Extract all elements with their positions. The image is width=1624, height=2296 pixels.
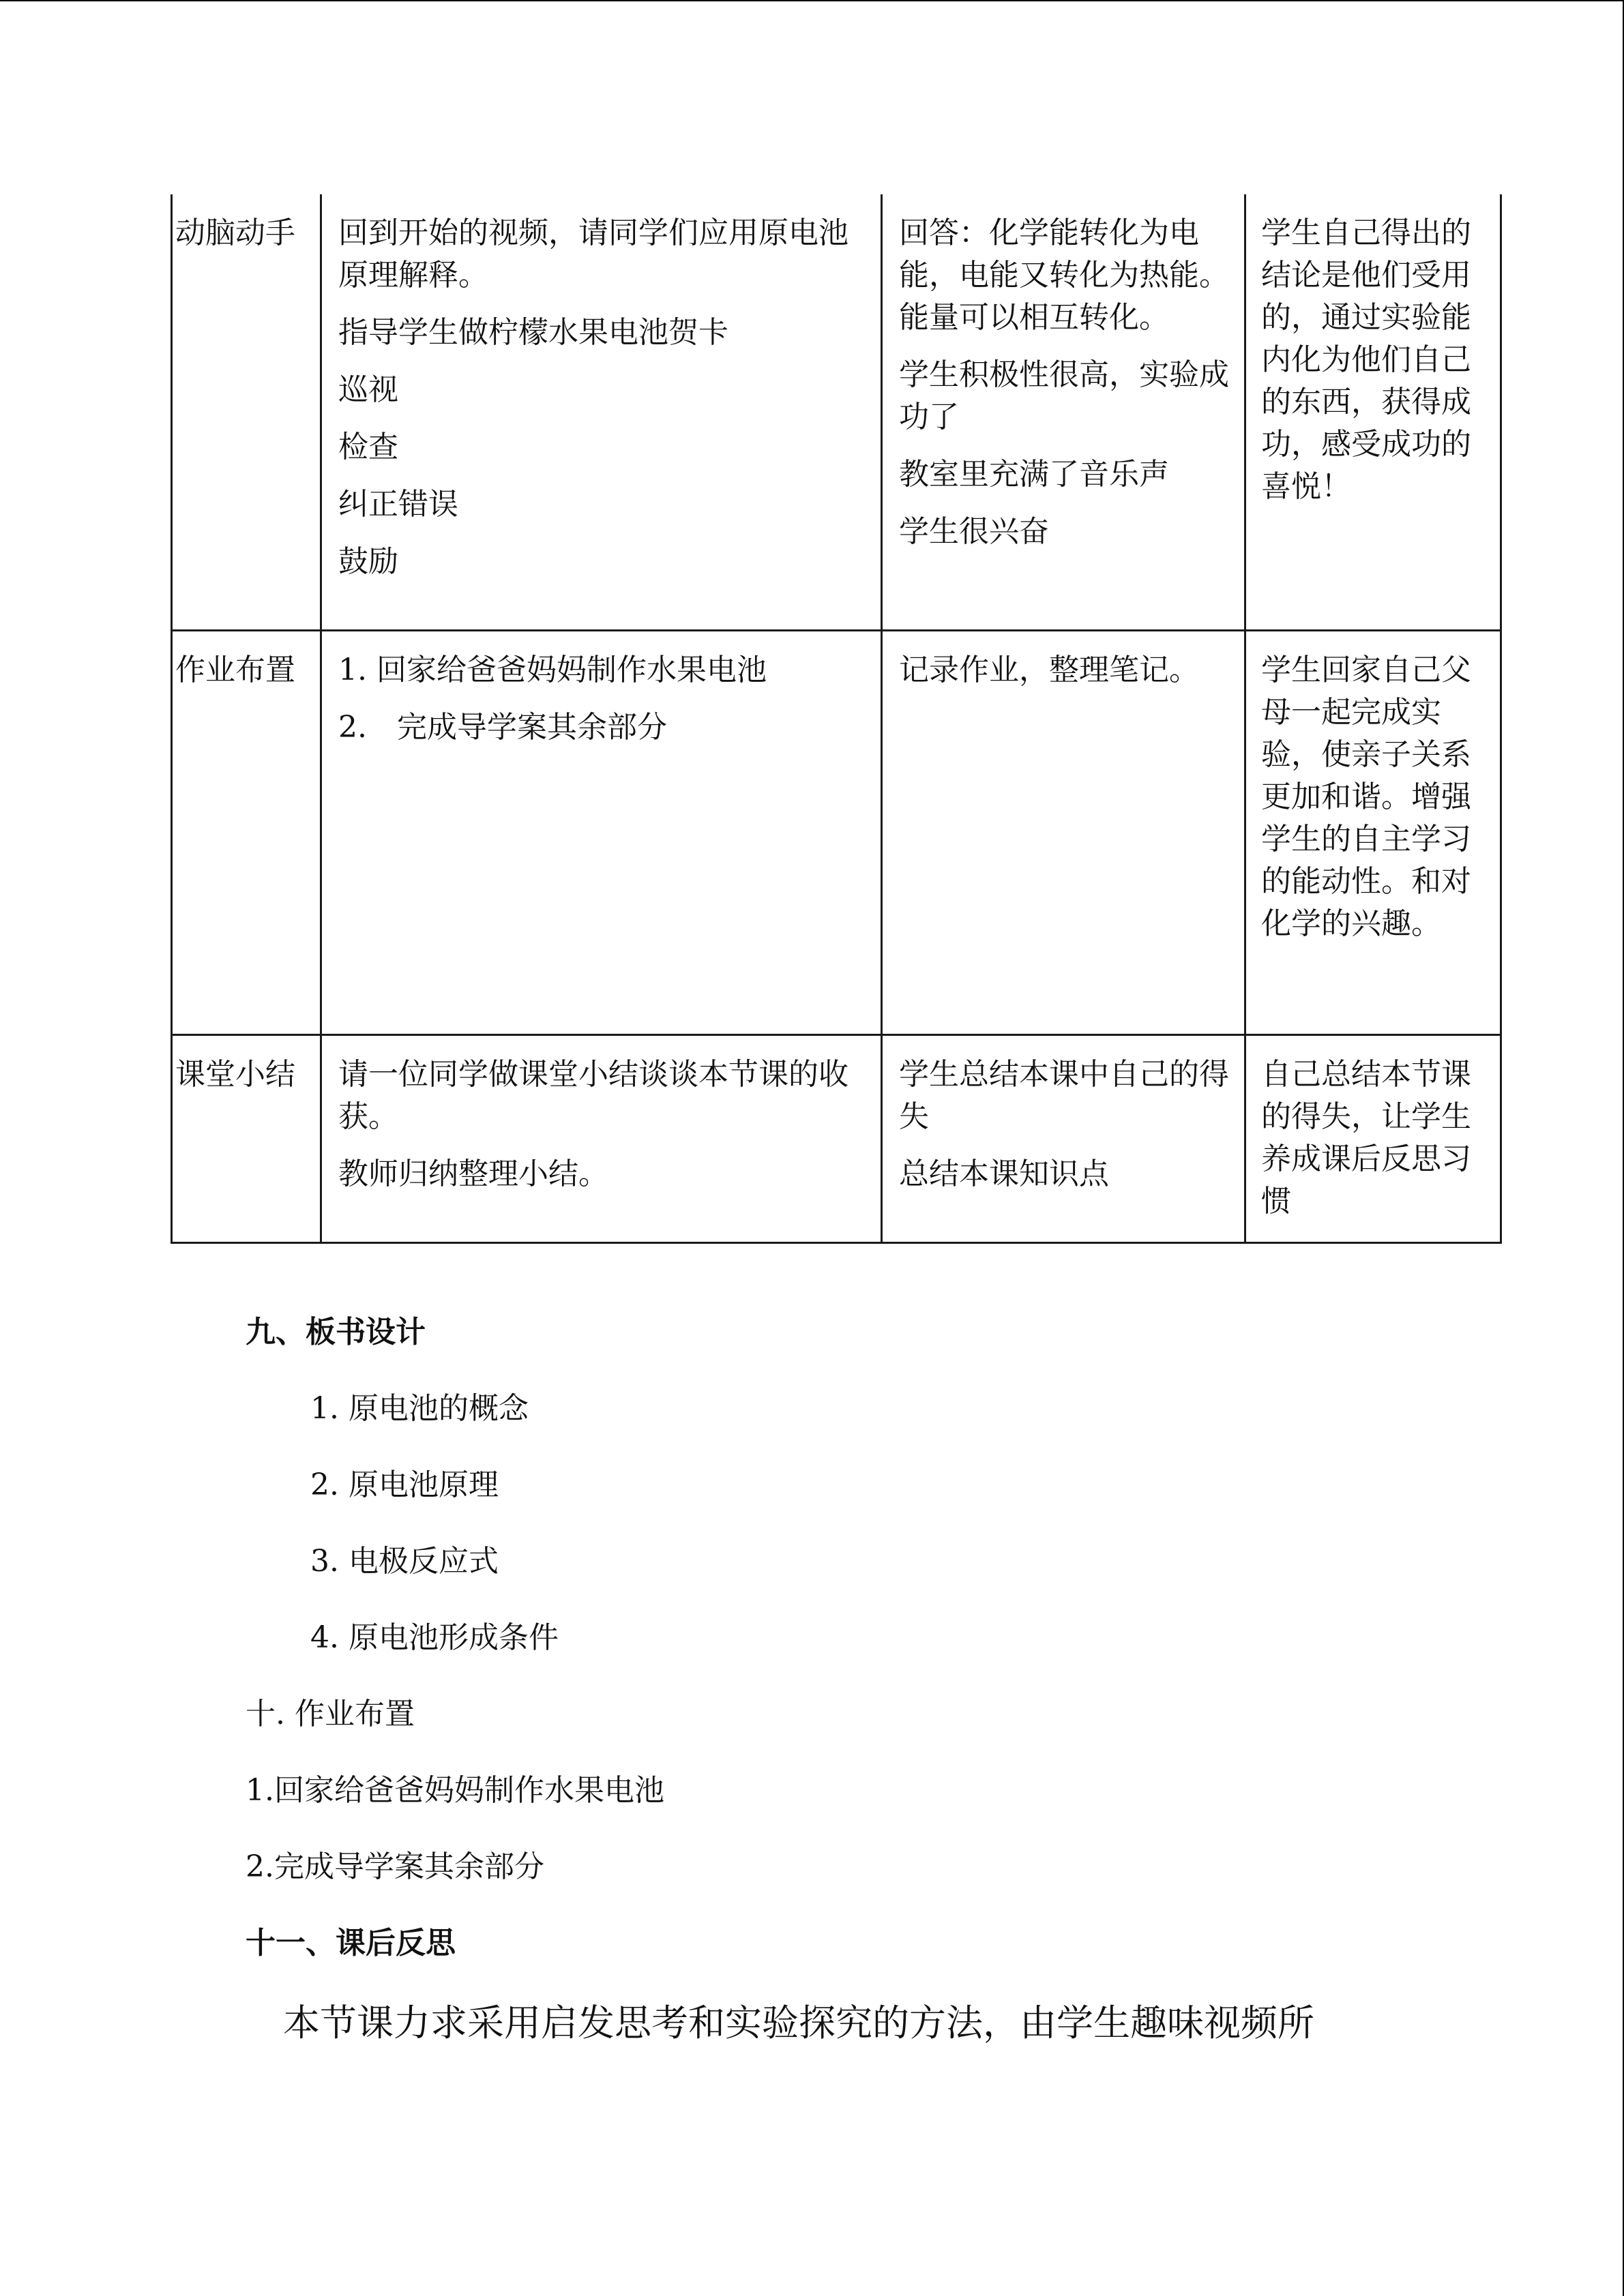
teacher-activity-cell bbox=[321, 194, 882, 631]
list-item: 1. 原电池的概念 bbox=[310, 1391, 529, 1426]
student-activity-item: 学生总结本课中自己的得失 bbox=[899, 1057, 1229, 1134]
teacher-activity-item: 纠正错误 bbox=[338, 487, 458, 522]
stage-cell: 课堂小结 bbox=[172, 1035, 321, 1243]
table-row bbox=[172, 194, 1501, 631]
table-row bbox=[172, 1035, 1501, 1243]
teacher-activity-cell bbox=[321, 1035, 882, 1243]
design-intent-text: 学生自己得出的结论是他们受用的，通过实验能内化为他们自己的东西，获得成功，感受成功的喜悦！ bbox=[1261, 215, 1471, 504]
teacher-activity-item: 1. 回家给爸爸妈妈制作水果电池 bbox=[338, 653, 767, 687]
teacher-activity-item: 教师归纳整理小结。 bbox=[338, 1157, 608, 1191]
design-intent-cell bbox=[1245, 194, 1501, 631]
student-activity-item: 总结本课知识点 bbox=[899, 1157, 1109, 1191]
student-activity-cell bbox=[882, 631, 1245, 1035]
teacher-activity-item: 检查 bbox=[338, 430, 398, 464]
student-activity-item: 学生积极性很高，实验成功了 bbox=[899, 357, 1229, 434]
student-activity-item: 教室里充满了音乐声 bbox=[899, 457, 1169, 492]
stage-cell: 作业布置 bbox=[172, 631, 321, 1035]
design-intent-text: 学生回家自己父母一起完成实验，使亲子关系更加和谐。增强学生的自主学习的能动性。和对化学的兴趣。 bbox=[1261, 653, 1471, 941]
teacher-activity-item: 请一位同学做课堂小结谈谈本节课的收获。 bbox=[338, 1057, 848, 1134]
reflection-paragraph: 本节课力求采用启发思考和实验探究的方法，由学生趣味视频所 bbox=[283, 2001, 1314, 2044]
table-row bbox=[172, 631, 1501, 1035]
student-activity-item: 记录作业，整理笔记。 bbox=[899, 653, 1199, 687]
list-item: 2. 原电池原理 bbox=[310, 1467, 499, 1502]
list-item: 4. 原电池形成条件 bbox=[310, 1620, 559, 1655]
list-item: 2.完成导学案其余部分 bbox=[246, 1849, 544, 1884]
section-heading: 九、板书设计 bbox=[246, 1315, 426, 1350]
list-item: 1.回家给爸爸妈妈制作水果电池 bbox=[246, 1773, 664, 1808]
design-intent-text: 自己总结本节课的得失，让学生养成课后反思习惯 bbox=[1261, 1057, 1471, 1219]
student-activity-item: 回答：化学能转化为电能，电能又转化为热能。能量可以相互转化。 bbox=[899, 215, 1229, 335]
teacher-activity-item: 回到开始的视频，请同学们应用原电池原理解释。 bbox=[338, 215, 848, 293]
teacher-activity-item: 鼓励 bbox=[338, 544, 398, 579]
teacher-activity-item: 指导学生做柠檬水果电池贺卡 bbox=[338, 315, 728, 350]
teacher-activity-item: 巡视 bbox=[338, 372, 398, 407]
student-activity-cell bbox=[882, 194, 1245, 631]
teacher-activity-item: 2. 完成导学案其余部分 bbox=[338, 710, 667, 745]
teacher-activity-cell bbox=[321, 631, 882, 1035]
stage-cell: 动脑动手 bbox=[172, 194, 321, 631]
student-activity-item: 学生很兴奋 bbox=[899, 514, 1049, 549]
section-heading: 十. 作业布置 bbox=[246, 1697, 415, 1731]
design-intent-cell bbox=[1245, 1035, 1501, 1243]
design-intent-cell bbox=[1245, 631, 1501, 1035]
student-activity-cell bbox=[882, 1035, 1245, 1243]
section-heading: 十一、课后反思 bbox=[246, 1926, 456, 1960]
lesson-process-table bbox=[171, 194, 1502, 1244]
list-item: 3. 电极反应式 bbox=[310, 1544, 499, 1579]
